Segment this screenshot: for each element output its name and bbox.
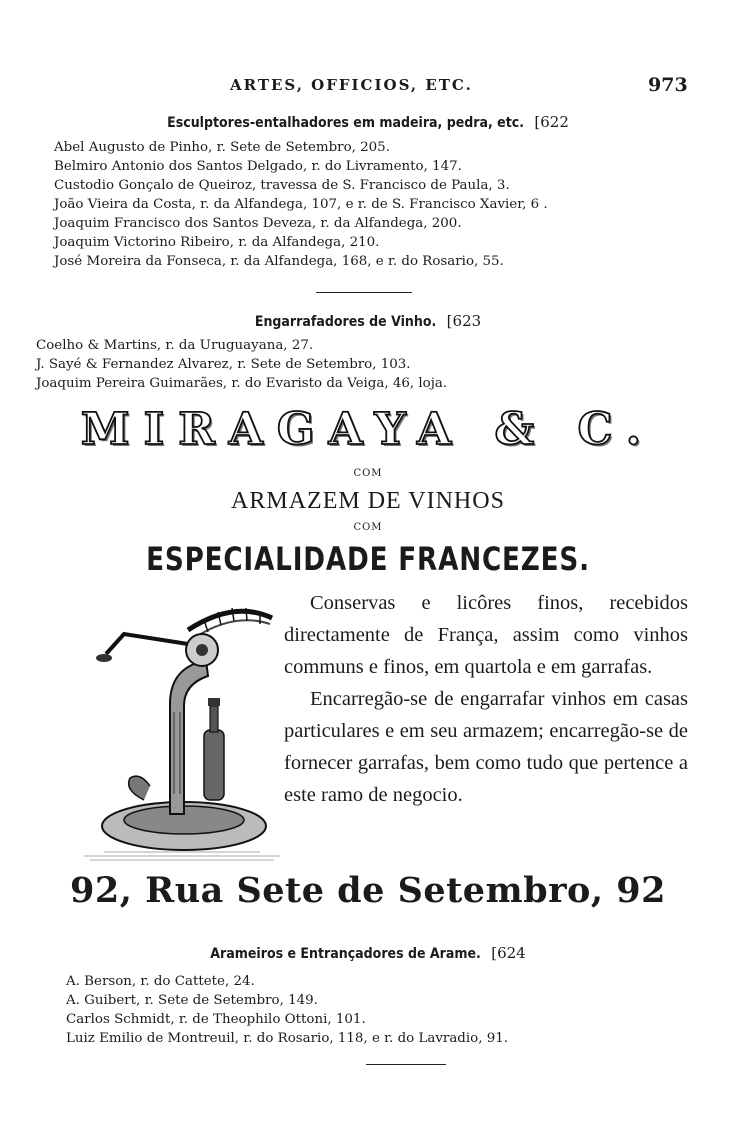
section-622-title: Esculptores-entalhadores em madeira, pedra, etc. [167, 115, 524, 131]
list-item: Carlos Schmidt, r. de Theophilo Ottoni, 101. [66, 1012, 366, 1027]
section-623-heading [0, 312, 736, 330]
section-divider [316, 292, 412, 293]
advert-especialidade: ESPECIALIDADE FRANCEZES. [146, 540, 590, 578]
advert-address: 92, Rua Sete de Setembro, 92 [70, 870, 666, 911]
list-item: J. Sayé & Fernandez Alvarez, r. Sete de Setembro, 103. [36, 357, 411, 372]
page-number: 973 [648, 74, 688, 96]
corking-machine-illustration [84, 594, 280, 866]
section-624-list [66, 972, 508, 1048]
list-item: A. Berson, r. do Cattete, 24. [66, 974, 255, 989]
list-item: Coelho & Martins, r. da Uruguayana, 27. [36, 338, 314, 353]
advert-paragraph-1: Conservas e licôres finos, recebidos directamente de França, assim como vinhos communs e finos, em quartola e em garrafas. [284, 592, 688, 678]
list-item: Joaquim Francisco dos Santos Deveza, r. da Alfandega, 200. [54, 216, 462, 231]
advert-com-1: COM [353, 468, 383, 479]
list-item: Belmiro Antonio dos Santos Delgado, r. do Livramento, 147. [54, 159, 462, 174]
list-item: A. Guibert, r. Sete de Setembro, 149. [66, 993, 318, 1008]
section-623-ref: [623 [446, 312, 482, 330]
list-item: José Moreira da Fonseca, r. da Alfandega, 168, e r. do Rosario, 55. [54, 254, 504, 269]
section-624-ref: [624 [491, 944, 526, 962]
list-item: Custodio Gonçalo de Queiroz, travessa de S. Francisco de Paula, 3. [54, 178, 510, 193]
list-item: Abel Augusto de Pinho, r. Sete de Setembro, 205. [54, 140, 390, 155]
list-item: Luiz Emilio de Montreuil, r. do Rosario, 118, e r. do Lavradio, 91. [66, 1031, 509, 1046]
running-head: ARTES, OFFICIOS, ETC. [230, 76, 473, 94]
advert-body [284, 587, 688, 811]
section-622-list [54, 138, 548, 271]
advert-com-2: COM [353, 522, 383, 533]
section-624-title: Arameiros e Entrançadores de Arame. [210, 946, 481, 962]
advert-firm-name: MIRAGAYA & C. [80, 404, 656, 455]
section-623-list [36, 336, 447, 393]
advert-paragraph-2: Encarregão-se de engarrafar vinhos em casas particulares e em seu armazem; encarregão-se de fornecer garrafas, bem como tudo que pertence a este ramo de negocio. [284, 688, 688, 806]
list-item: Joaquim Pereira Guimarães, r. do Evaristo da Veiga, 46, loja. [36, 376, 448, 391]
section-624-heading [0, 944, 736, 962]
list-item: João Vieira da Costa, r. da Alfandega, 107, e r. de S. Francisco Xavier, 6 . [54, 197, 548, 212]
section-622-ref: [622 [534, 113, 569, 131]
advert-armazem: ARMAZEM DE VINHOS [231, 488, 505, 514]
list-item: Joaquim Victorino Ribeiro, r. da Alfandega, 210. [54, 235, 380, 250]
section-622-heading [0, 113, 736, 131]
section-623-title: Engarrafadores de Vinho. [254, 314, 437, 330]
section-divider [366, 1064, 446, 1065]
